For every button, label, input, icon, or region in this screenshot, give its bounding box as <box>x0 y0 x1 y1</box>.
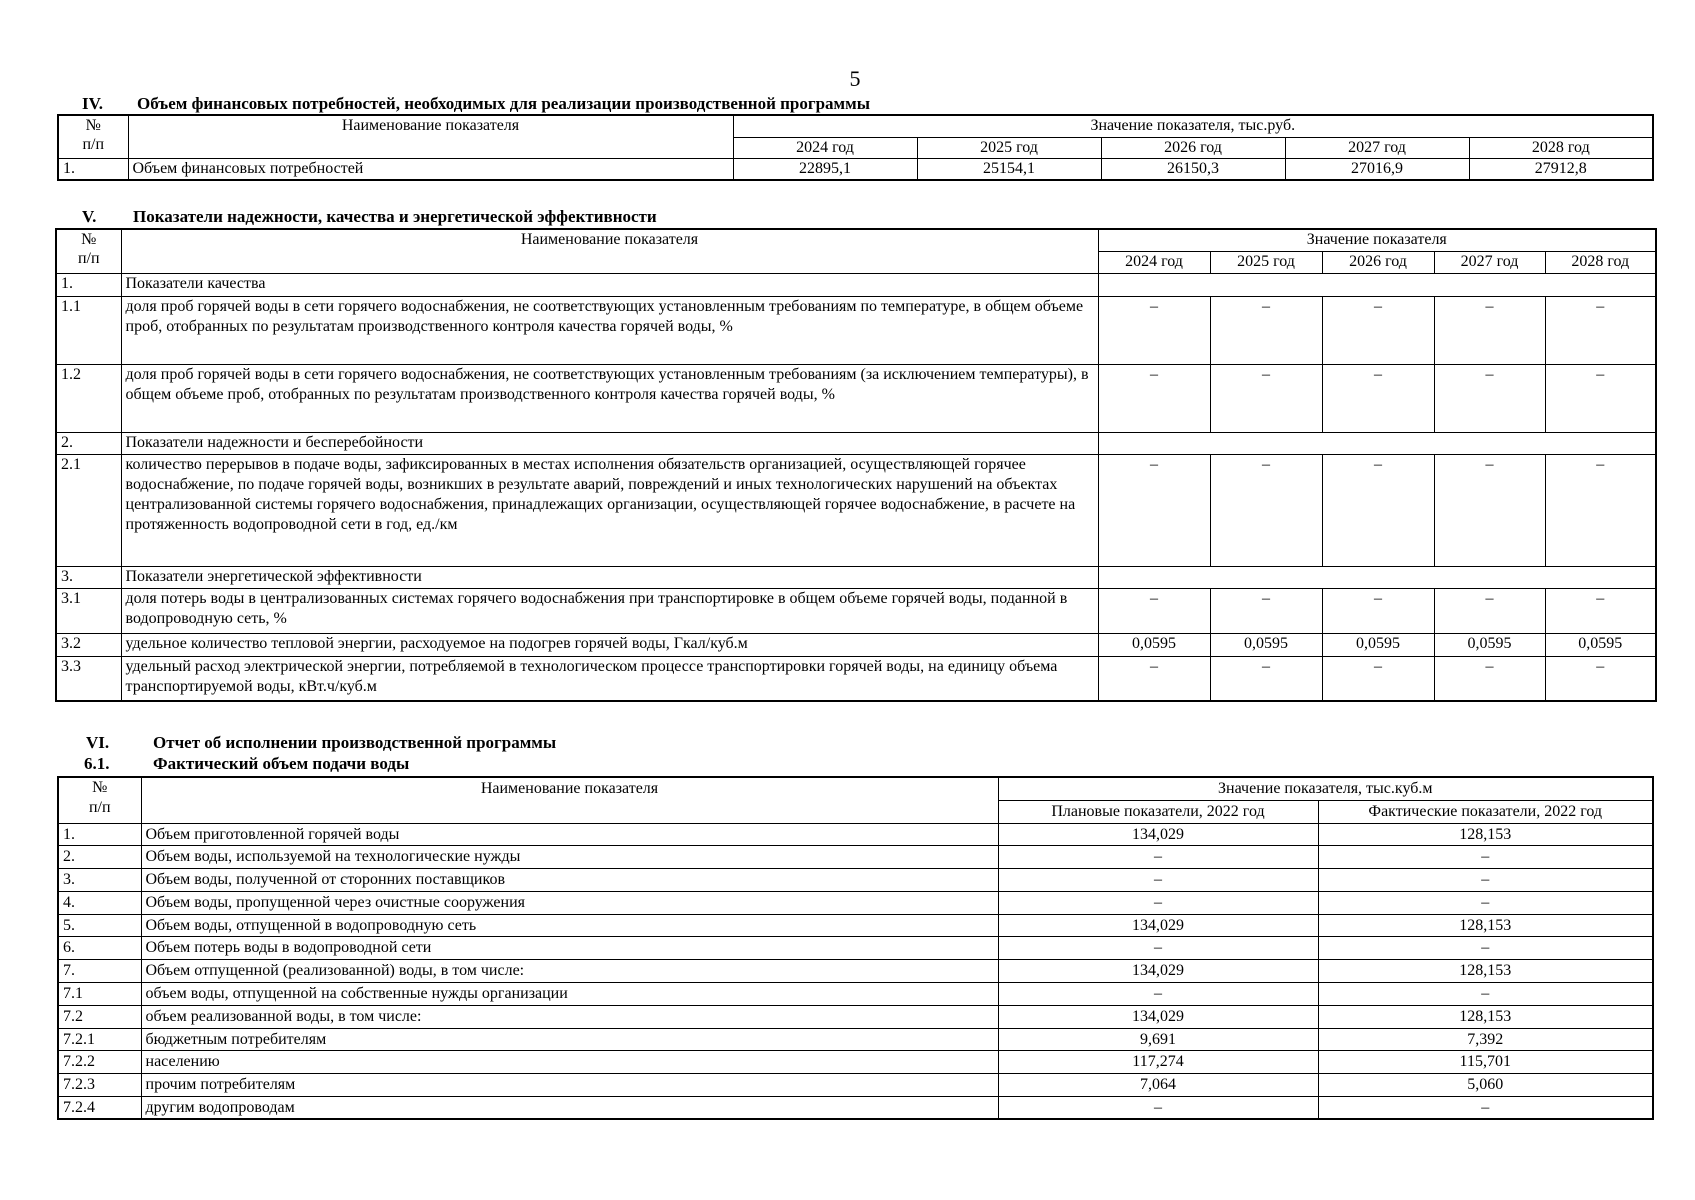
header-year: 2028 год <box>1469 137 1653 158</box>
row-value: – <box>1434 296 1545 364</box>
table-row <box>58 1051 1653 1074</box>
header-fact: Фактические показатели, 2022 год <box>1318 800 1653 823</box>
row-name: объем реализованной воды, в том числе: <box>141 1005 998 1028</box>
header-value: Значение показателя, тыс.куб.м <box>998 777 1653 800</box>
row-value: – <box>1210 656 1322 701</box>
table-row <box>58 158 1653 180</box>
section-6-1-title: Фактический объем подачи воды <box>153 754 410 773</box>
row-number: 3.1 <box>56 588 121 633</box>
row-number: 7.2.4 <box>58 1097 141 1120</box>
table-row <box>58 983 1653 1006</box>
section-5-title: Показатели надежности, качества и энергетической эффективности <box>133 207 657 226</box>
row-number: 7.1 <box>58 983 141 1006</box>
row-name: удельное количество тепловой энергии, расходуемое на подогрев горячей воды, Гкал/куб.м <box>121 633 1098 656</box>
header-name: Наименование показателя <box>121 229 1098 273</box>
row-value: – <box>1545 588 1656 633</box>
row-value: 0,0595 <box>1210 633 1322 656</box>
table-row <box>58 1028 1653 1051</box>
financial-needs-table <box>57 114 1654 181</box>
table-row <box>56 633 1656 656</box>
row-plan-value: 117,274 <box>998 1051 1318 1074</box>
header-value: Значение показателя, тыс.руб. <box>733 115 1653 137</box>
row-value: – <box>1545 656 1656 701</box>
row-value: – <box>1322 588 1434 633</box>
row-value: – <box>1210 296 1322 364</box>
page-number: 5 <box>849 66 861 91</box>
row-value: – <box>1434 588 1545 633</box>
section-6-1-number: 6.1. <box>84 754 110 773</box>
row-number: 3.2 <box>56 633 121 656</box>
row-value: – <box>1322 454 1434 566</box>
row-fact-value: 115,701 <box>1318 1051 1653 1074</box>
row-value: – <box>1545 454 1656 566</box>
table-row <box>58 1074 1653 1097</box>
row-value: – <box>1545 364 1656 432</box>
row-fact-value: 5,060 <box>1318 1074 1653 1097</box>
row-number: 7.2.3 <box>58 1074 141 1097</box>
row-fact-value: – <box>1318 846 1653 869</box>
row-value: – <box>1210 454 1322 566</box>
header-year: 2026 год <box>1101 137 1285 158</box>
header-year: 2028 год <box>1545 251 1656 273</box>
section-5-number: V. <box>82 207 97 226</box>
row-name: прочим потребителям <box>141 1074 998 1097</box>
row-number: 7.2.2 <box>58 1051 141 1074</box>
row-name: доля проб горячей воды в сети горячего водоснабжения, не соответствующих установленным требованиям по температуре, в общем объеме проб, отобранных по результатам производственного контроля качества горячей воды, % <box>121 296 1098 364</box>
table-row <box>56 454 1656 566</box>
header-value: Значение показателя <box>1098 229 1656 251</box>
section-4-heading <box>82 94 870 114</box>
row-plan-value: – <box>998 891 1318 914</box>
row-name: Показатели надежности и бесперебойности <box>121 432 1098 454</box>
table-row <box>58 846 1653 869</box>
row-name: Объем отпущенной (реализованной) воды, в том числе: <box>141 960 998 983</box>
row-value: – <box>1098 296 1210 364</box>
row-value: – <box>1322 364 1434 432</box>
row-number: 4. <box>58 891 141 914</box>
row-plan-value: – <box>998 937 1318 960</box>
row-name: Объем воды, пропущенной через очистные сооружения <box>141 891 998 914</box>
row-value: – <box>1098 588 1210 633</box>
section-6-number: VI. <box>86 733 110 752</box>
group-empty-cell <box>1098 273 1656 296</box>
section-4-title: Объем финансовых потребностей, необходимых для реализации производственной программы <box>137 94 870 113</box>
row-plan-value: 7,064 <box>998 1074 1318 1097</box>
row-name: доля потерь воды в централизованных системах горячего водоснабжения при транспортировке в общем объеме горячей воды, поданной в водопроводную сеть, % <box>121 588 1098 633</box>
row-plan-value: – <box>998 846 1318 869</box>
row-plan-value: 9,691 <box>998 1028 1318 1051</box>
quality-indicators-table <box>55 228 1657 702</box>
table-row <box>58 823 1653 846</box>
row-plan-value: 134,029 <box>998 823 1318 846</box>
row-fact-value: – <box>1318 937 1653 960</box>
group-row <box>56 432 1656 454</box>
row-name: Объем воды, используемой на технологические нужды <box>141 846 998 869</box>
row-number: 2. <box>58 846 141 869</box>
row-name: Объем потерь воды в водопроводной сети <box>141 937 998 960</box>
row-fact-value: 128,153 <box>1318 1005 1653 1028</box>
table-row <box>56 296 1656 364</box>
table-row <box>58 937 1653 960</box>
header-plan: Плановые показатели, 2022 год <box>998 800 1318 823</box>
row-name: Объем финансовых потребностей <box>128 158 733 180</box>
row-name: другим водопроводам <box>141 1097 998 1120</box>
row-name: количество перерывов в подаче воды, зафиксированных в местах исполнения обязательств организацией, осуществляющей горячее водоснабжение, по подаче горячей воды, возникших в результате аварий, повреждений и иных технологических нарушений на объектах централизованной системы горячего водоснабжения, принадлежащих организации, осуществляющей горячее водоснабжение, в расчете на протяженность водопроводной сети в год, ед./км <box>121 454 1098 566</box>
row-value: – <box>1210 588 1322 633</box>
table-row <box>58 960 1653 983</box>
row-name: объем воды, отпущенной на собственные нужды организации <box>141 983 998 1006</box>
group-empty-cell <box>1098 432 1656 454</box>
header-year: 2024 год <box>1098 251 1210 273</box>
row-number: 1. <box>58 823 141 846</box>
row-value: 0,0595 <box>1434 633 1545 656</box>
header-name: Наименование показателя <box>141 777 998 823</box>
row-name: бюджетным потребителям <box>141 1028 998 1051</box>
header-name: Наименование показателя <box>128 115 733 158</box>
row-name: Показатели энергетической эффективности <box>121 566 1098 588</box>
header-year: 2024 год <box>733 137 917 158</box>
row-plan-value: – <box>998 869 1318 892</box>
row-value: – <box>1322 656 1434 701</box>
row-number: 1.2 <box>56 364 121 432</box>
group-row <box>56 273 1656 296</box>
row-value: 0,0595 <box>1322 633 1434 656</box>
table-row <box>58 869 1653 892</box>
row-value: – <box>1322 296 1434 364</box>
row-name: Объем приготовленной горячей воды <box>141 823 998 846</box>
section-6-title: Отчет об исполнении производственной программы <box>153 733 557 752</box>
header-year: 2025 год <box>1210 251 1322 273</box>
row-value: 27912,8 <box>1469 158 1653 180</box>
header-year: 2027 год <box>1434 251 1545 273</box>
row-value: 25154,1 <box>917 158 1101 180</box>
row-plan-value: 134,029 <box>998 960 1318 983</box>
table-row <box>56 364 1656 432</box>
header-year: 2025 год <box>917 137 1101 158</box>
table-row <box>58 1097 1653 1120</box>
table-row <box>58 891 1653 914</box>
water-supply-table <box>57 776 1654 1120</box>
row-name: доля проб горячей воды в сети горячего водоснабжения, не соответствующих установленным требованиям (за исключением температуры), в общем объеме проб, отобранных по результатам производственного контроля качества горячей воды, % <box>121 364 1098 432</box>
group-row <box>56 566 1656 588</box>
row-plan-value: – <box>998 983 1318 1006</box>
row-fact-value: – <box>1318 891 1653 914</box>
row-fact-value: 128,153 <box>1318 914 1653 937</box>
row-number: 1. <box>58 158 128 180</box>
row-number: 6. <box>58 937 141 960</box>
row-value: 27016,9 <box>1285 158 1469 180</box>
section-5-heading <box>82 207 657 227</box>
table-row <box>58 1005 1653 1028</box>
header-no: № п/п <box>58 777 141 823</box>
row-plan-value: 134,029 <box>998 914 1318 937</box>
table-row <box>56 588 1656 633</box>
row-number: 2. <box>56 432 121 454</box>
row-value: – <box>1210 364 1322 432</box>
row-value: – <box>1545 296 1656 364</box>
row-number: 1.1 <box>56 296 121 364</box>
header-year: 2026 год <box>1322 251 1434 273</box>
section-6-1-heading <box>84 754 409 774</box>
row-number: 3. <box>56 566 121 588</box>
row-number: 5. <box>58 914 141 937</box>
row-value: – <box>1098 454 1210 566</box>
row-name: Объем воды, отпущенной в водопроводную сеть <box>141 914 998 937</box>
row-number: 7.2 <box>58 1005 141 1028</box>
header-no: № п/п <box>58 115 128 158</box>
row-plan-value: 134,029 <box>998 1005 1318 1028</box>
row-number: 7.2.1 <box>58 1028 141 1051</box>
row-value: – <box>1434 656 1545 701</box>
section-6-heading <box>86 733 556 753</box>
row-plan-value: – <box>998 1097 1318 1120</box>
table-row <box>56 656 1656 701</box>
row-name: населению <box>141 1051 998 1074</box>
row-value: – <box>1434 364 1545 432</box>
row-fact-value: 128,153 <box>1318 960 1653 983</box>
row-name: удельный расход электрической энергии, потребляемой в технологическом процессе транспортировки горячей воды, на единицу объема транспортируемой воды, кВт.ч/куб.м <box>121 656 1098 701</box>
row-number: 3. <box>58 869 141 892</box>
table-row <box>58 914 1653 937</box>
header-year: 2027 год <box>1285 137 1469 158</box>
row-value: 0,0595 <box>1545 633 1656 656</box>
row-fact-value: 7,392 <box>1318 1028 1653 1051</box>
row-number: 2.1 <box>56 454 121 566</box>
row-number: 7. <box>58 960 141 983</box>
row-value: 22895,1 <box>733 158 917 180</box>
section-4-number: IV. <box>82 94 103 113</box>
row-value: 26150,3 <box>1101 158 1285 180</box>
row-value: – <box>1434 454 1545 566</box>
row-value: – <box>1098 656 1210 701</box>
row-fact-value: – <box>1318 1097 1653 1120</box>
group-empty-cell <box>1098 566 1656 588</box>
row-name: Объем воды, полученной от сторонних поставщиков <box>141 869 998 892</box>
row-fact-value: 128,153 <box>1318 823 1653 846</box>
row-name: Показатели качества <box>121 273 1098 296</box>
row-fact-value: – <box>1318 869 1653 892</box>
row-value: 0,0595 <box>1098 633 1210 656</box>
row-value: – <box>1098 364 1210 432</box>
row-number: 3.3 <box>56 656 121 701</box>
row-number: 1. <box>56 273 121 296</box>
header-no: № п/п <box>56 229 121 273</box>
row-fact-value: – <box>1318 983 1653 1006</box>
